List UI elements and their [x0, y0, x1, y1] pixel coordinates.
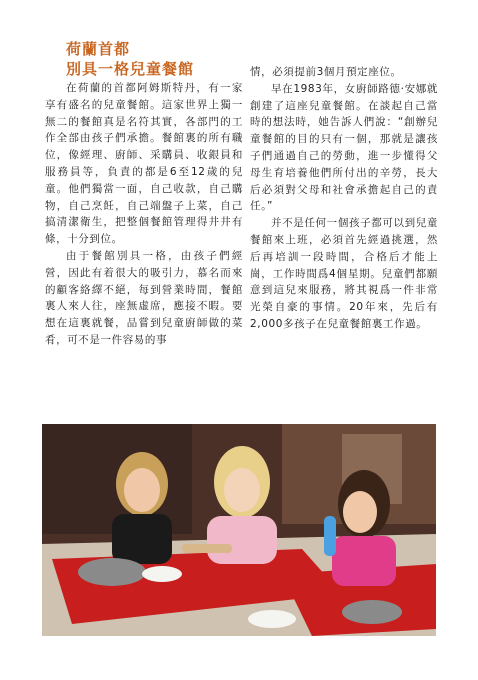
paragraph-popularity: 由于餐館別具一格，由孩子們經營，因此有着很大的吸引力，慕名而來的顧客絡繹不絕，每到營業時間，餐館裏人來人往，座無虛席，應接不暇。要想在這裏就餐，品嘗到兒童廚師做的菜肴，可不是一件容易的事 — [45, 249, 243, 346]
photo-illustration — [42, 424, 436, 636]
paragraph-founder: 早在1983年，女廚師路德·安娜就創建了這座兒童餐館。在談起自己當時的想法時，她告訴人們說：“創辦兒童餐館的目的只有一個，那就是讓孩子們通過自己的勞動，進一步懂得父母生育培養他們所付出的辛勞，長大后必須對父母和社會承擔起自己的責任。” — [250, 82, 438, 213]
right-text-column — [250, 64, 438, 333]
paragraph-selection: 并不是任何一個孩子都可以到兒童餐館來上班，必須首先經過挑選，然后再培訓一段時間，合格后才能上崗，工作時間爲4個星期。兒童們都願意到這兒來服務，將其視爲一件非常光榮自豪的事情。20年來，先后有2,000多孩子在兒童餐館裏工作過。 — [250, 217, 438, 330]
paragraph-intro: 在荷蘭的首都阿姆斯特丹，有一家享有盛名的兒童餐館。這家世界上獨一無二的餐館真是名符其實，各部門的工作全部由孩子們承擔。餐館裏的所有職位，像經理、廚師、采購員、收銀員和服務員等，負責的都是6至12歲的兒童。他們獨當一面，自己收款，自己購物，自己烹飪，自己端盤子上菜，自己搞清潔衛生，把整個餐館管理得井井有條，十分到位。 — [45, 82, 243, 246]
article-title-line2: 別具一格兒童餐館 — [66, 60, 195, 78]
paragraph-continuation: 情，必須提前3個月預定座位。 — [250, 66, 402, 78]
article-title-line1: 荷蘭首都 — [66, 40, 131, 58]
children-baking-photo — [42, 424, 436, 636]
left-text-column — [45, 80, 243, 349]
